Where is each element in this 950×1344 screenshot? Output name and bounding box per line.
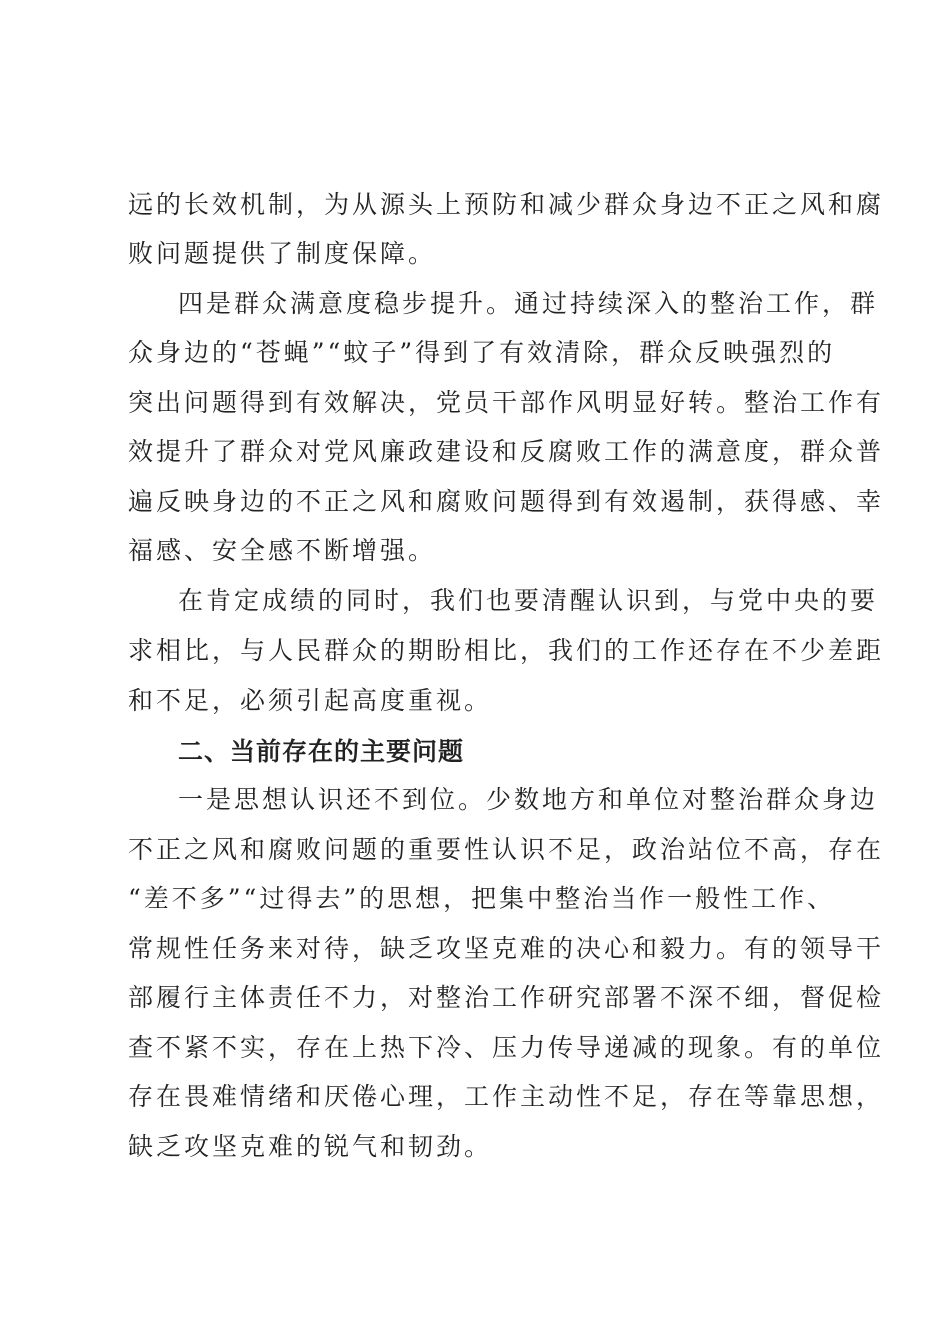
text-line: 常规性任务来对待，缺乏攻坚克难的决心和毅力。有的领导干 (128, 934, 885, 963)
paragraph-first-line: 在肯定成绩的同时，我们也要清醒认识到，与党中央的要 (178, 586, 879, 615)
text-line: 缺乏攻坚克难的锐气和韧劲。 (128, 1132, 493, 1161)
text-line: 不正之风和腐败问题的重要性认识不足，政治站位不高，存在 (128, 835, 885, 864)
section-heading: 二、当前存在的主要问题 (178, 737, 465, 766)
text-line: 存在畏难情绪和厌倦心理，工作主动性不足，存在等靠思想， (128, 1082, 885, 1111)
text-line: 效提升了群众对党风廉政建设和反腐败工作的满意度，群众普 (128, 437, 885, 466)
text-line: 福感、安全感不断增强。 (128, 536, 437, 565)
text-line: 求相比，与人民群众的期盼相比，我们的工作还存在不少差距 (128, 636, 885, 665)
text-line: 部履行主体责任不力，对整治工作研究部署不深不细，督促检 (128, 983, 885, 1012)
text-line: “差不多”“过得去”的思想，把集中整治当作一般性工作、 (128, 884, 836, 913)
text-line: 查不紧不实，存在上热下冷、压力传导递减的现象。有的单位 (128, 1033, 885, 1062)
text-line: 败问题提供了制度保障。 (128, 239, 437, 268)
paragraph-first-line: 一是思想认识还不到位。少数地方和单位对整治群众身边 (178, 785, 879, 814)
text-line: 和不足，必须引起高度重视。 (128, 686, 493, 715)
text-line: 遍反映身边的不正之风和腐败问题得到有效遏制，获得感、幸 (128, 487, 885, 516)
text-line: 众身边的“苍蝇”“蚊子”得到了有效清除，群众反映强烈的 (128, 338, 836, 367)
paragraph-first-line: 四是群众满意度稳步提升。通过持续深入的整治工作，群 (178, 289, 879, 318)
text-line: 远的长效机制，为从源头上预防和减少群众身边不正之风和腐 (128, 190, 885, 219)
text-line: 突出问题得到有效解决，党员干部作风明显好转。整治工作有 (128, 388, 885, 417)
